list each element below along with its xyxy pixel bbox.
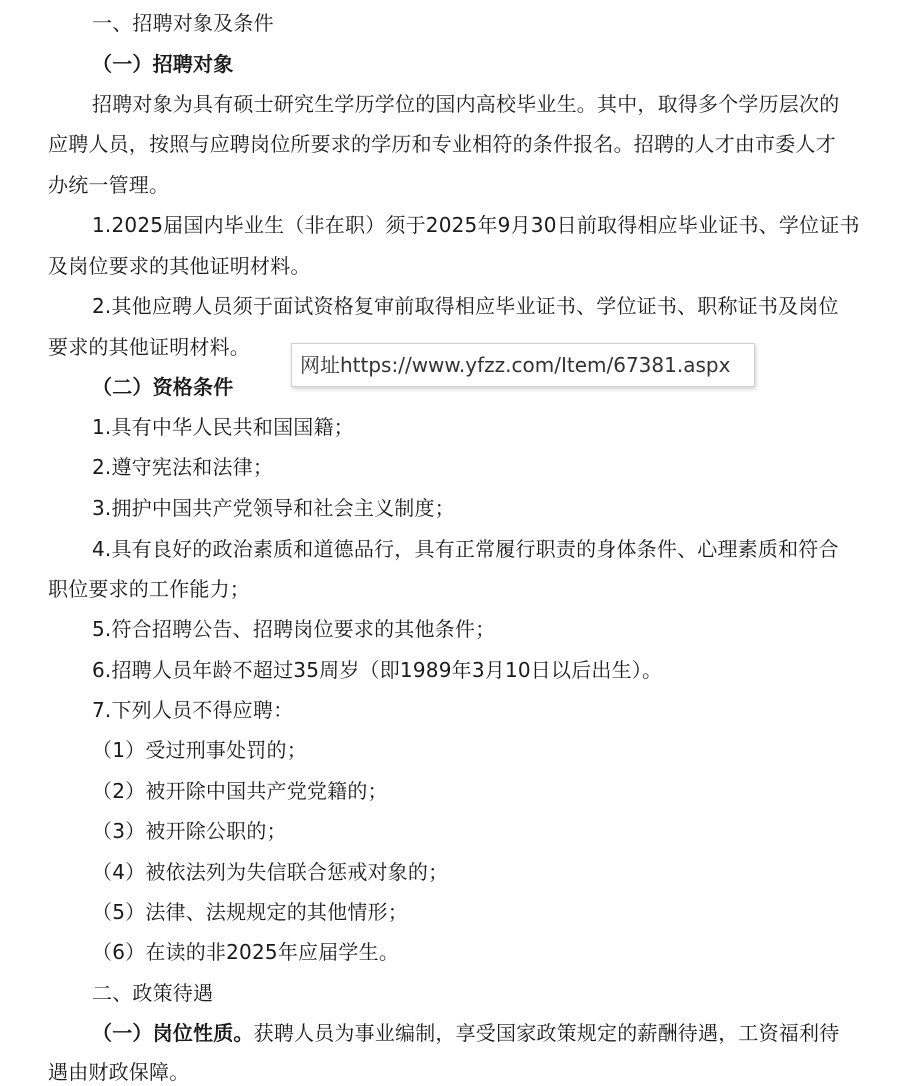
sub-list-item: （3）被开除公职的；: [92, 819, 287, 843]
paragraph-line: 应聘人员，按照与应聘岗位所要求的学历和专业相符的条件报名。招聘的人才由市委人才: [48, 132, 836, 156]
subsection-qualifications-heading: （二）资格条件: [92, 375, 234, 399]
sub-list-item: （4）被依法列为失信联合惩戒对象的；: [92, 860, 449, 884]
list-item: 职位要求的工作能力；: [48, 577, 250, 601]
sub-list-item: （1）受过刑事处罚的；: [92, 738, 307, 762]
sub-list-item: （2）被开除中国共产党党籍的；: [92, 779, 388, 803]
list-item: 1.具有中华人民共和国国籍；: [92, 415, 354, 439]
job-nature-text: 获聘人员为事业编制，享受国家政策规定的薪酬待遇，工资福利待: [253, 1021, 840, 1045]
list-item: 4.具有良好的政治素质和道德品行，具有正常履行职责的身体条件、心理素质和符合: [92, 537, 839, 561]
url-tooltip: [291, 343, 755, 387]
job-nature-heading: （一）岗位性质。: [92, 1021, 254, 1045]
paragraph-line: 及岗位要求的其他证明材料。: [48, 254, 311, 278]
section-1-heading: 一、招聘对象及条件: [92, 11, 274, 35]
list-item: 2.遵守宪法和法律；: [92, 455, 274, 479]
sub-list-item: （5）法律、法规规定的其他情形；: [92, 900, 408, 924]
section-2-heading: 二、政策待遇: [92, 981, 214, 1005]
url-tooltip-text: 网址https://www.yfzz.com/Item/67381.aspx: [300, 353, 731, 377]
paragraph-line: 招聘对象为具有硕士研究生学历学位的国内高校毕业生。其中，取得多个学历层次的: [92, 92, 840, 116]
paragraph-line: 1.2025届国内毕业生（非在职）须于2025年9月30日前取得相应毕业证书、学位证书: [92, 213, 860, 237]
list-item: 3.拥护中国共产党领导和社会主义制度；: [92, 496, 455, 520]
list-item: 7.下列人员不得应聘：: [92, 698, 294, 722]
paragraph-line: 办统一管理。: [48, 173, 170, 197]
list-item: 5.符合招聘公告、招聘岗位要求的其他条件；: [92, 617, 496, 641]
sub-list-item: （6）在读的非2025年应届学生。: [92, 940, 400, 964]
paragraph-line: 遇由财政保障。: [48, 1060, 190, 1084]
paragraph-line: 2.其他应聘人员须于面试资格复审前取得相应毕业证书、学位证书、职称证书及岗位: [92, 294, 839, 318]
subsection-recruitment-target-heading: （一）招聘对象: [92, 52, 234, 76]
paragraph-line: [92, 1019, 839, 1047]
paragraph-line: 要求的其他证明材料。: [48, 335, 250, 359]
list-item: 6.招聘人员年龄不超过35周岁（即1989年3月10日以后出生）。: [92, 658, 663, 682]
